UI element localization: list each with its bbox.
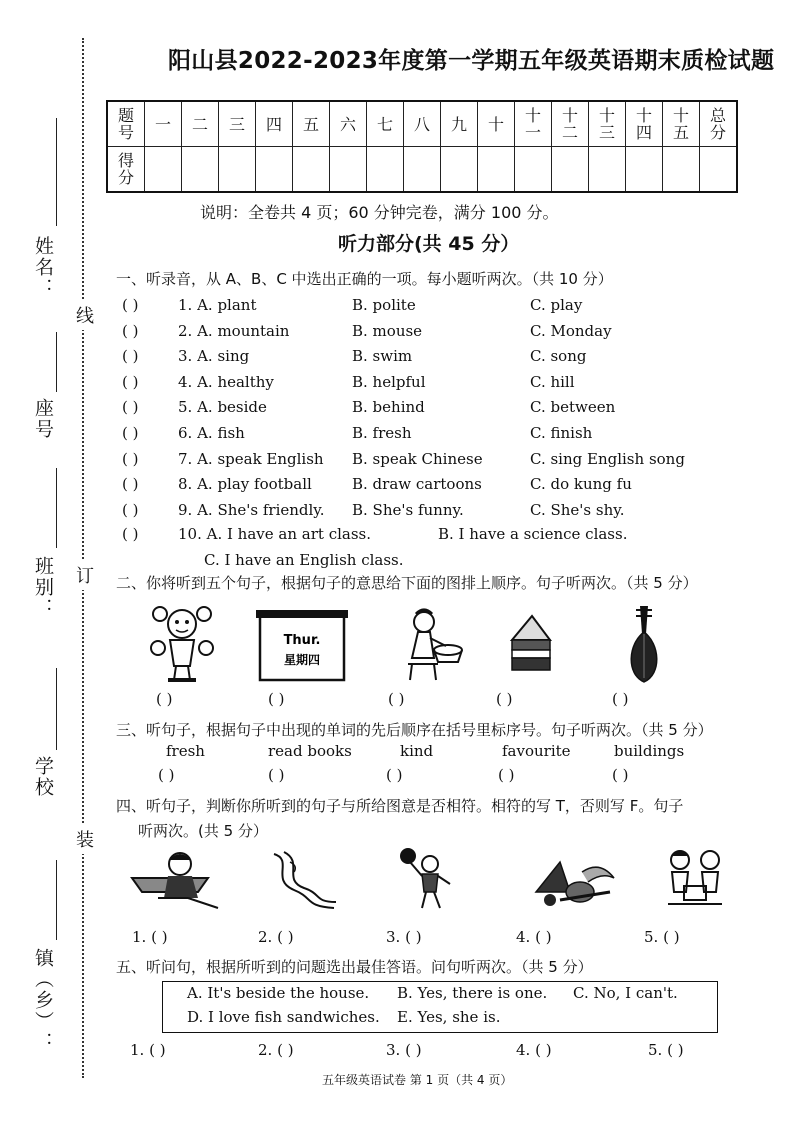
part5-blank-2[interactable]: 2. ( ) [258,1041,294,1059]
answer-options-box [162,981,718,1033]
score-cell[interactable] [256,147,293,193]
option-a: 2. A. mountain [178,321,290,340]
option-a: 4. A. healthy [178,372,274,391]
option-b: B. behind [352,398,425,417]
boy-drawing-picture [128,848,220,910]
clown-puppet-picture [150,604,214,684]
part3-blank-1[interactable]: ( ) [158,766,175,784]
option-c: C. Monday [530,321,612,340]
option-b: B. fresh [352,424,412,442]
item10-option-b: B. I have a science class. [438,525,628,543]
exam-note: 说明：全卷共 4 页；60 分钟完卷，满分 100 分。 [200,203,559,222]
option-a: 1. A. plant [178,296,257,314]
listening-section-title: 听力部分(共 45 分） [338,233,520,255]
score-cell[interactable] [182,147,219,193]
score-cell[interactable] [552,147,589,193]
score-cell[interactable] [367,147,404,193]
answer-option-b: B. Yes, there is one. [397,984,548,1002]
class-line [56,468,57,548]
part5-blank-1[interactable]: 1. ( ) [130,1041,166,1059]
score-header-cell: 总 分 [700,101,738,147]
option-b: B. speak Chinese [352,449,483,468]
option-c: C. sing English song [530,449,685,468]
part2-blank-4[interactable]: ( ) [496,690,513,708]
score-header-cell: 十 [478,101,515,147]
score-table-row1-label [107,101,145,147]
option-c: C. She's shy. [530,500,625,519]
score-cell[interactable] [404,147,441,193]
score-cell[interactable] [441,147,478,193]
option-a: 7. A. speak English [178,449,324,468]
score-cell[interactable] [663,147,700,193]
score-table [106,100,738,193]
part5-blank-3[interactable]: 3. ( ) [386,1041,422,1059]
part4-blank-4[interactable]: 4. ( ) [516,928,552,946]
answer-option-c: C. No, I can't. [573,984,678,1002]
part3-blank-2[interactable]: ( ) [268,766,285,784]
score-cell[interactable] [626,147,663,193]
option-c: C. song [530,347,587,366]
answer-blank[interactable]: ( ) [122,372,139,391]
part5-instruction: 五、听问句，根据所听到的问题选出最佳答语。问句听两次。（共 5 分） [116,958,593,976]
binding-char-xian: 线 [76,300,94,330]
part4-instruction-line1: 四、听句子，判断你所听到的句子与所给图意是否相符。相符的写 T，否则写 F。句子 [116,797,684,815]
pipa-instrument-picture [622,604,666,686]
option-c: C. hill [530,372,575,391]
option-b: B. helpful [352,372,426,391]
girl-washing-clothes-picture [398,606,464,682]
answer-blank[interactable]: ( ) [122,296,139,314]
part2-blank-5[interactable]: ( ) [612,690,629,708]
part2-blank-3[interactable]: ( ) [388,690,405,708]
sandwich-picture [508,612,554,674]
score-header-cell: 十 四 [626,101,663,147]
part3-instruction: 三、听句子，根据句子中出现的单词的先后顺序在括号里标序号。句子听两次。（共 5 分） [116,721,713,739]
part3-word: fresh [166,742,205,760]
score-cell[interactable] [219,147,256,193]
calendar-card-picture [256,610,348,684]
calendar-chinese-text: 星期四 [283,653,321,667]
answer-option-a: A. It's beside the house. [187,984,370,1002]
answer-blank[interactable]: ( ) [122,449,139,468]
part3-word: read books [268,742,352,760]
score-cell[interactable] [330,147,367,193]
score-table-header-row [107,101,737,147]
binding-char-ding: 订 [76,560,94,590]
score-table-score-row [107,147,737,193]
option-a: 3. A. sing [178,347,250,366]
score-header-cell: 八 [404,101,441,147]
part2-blank-1[interactable]: ( ) [156,690,173,708]
river-road-picture [264,850,336,910]
score-header-cell: 九 [441,101,478,147]
score-header-cell: 三 [219,101,256,147]
score-header-cell: 十 一 [515,101,552,147]
score-header-cell: 六 [330,101,367,147]
part4-instruction-line2: 听两次。(共 5 分） [138,822,268,840]
part2-instruction: 二、你将听到五个句子，根据句子的意思给下面的图排上顺序。句子听两次。（共 5 分） [116,574,698,592]
score-cell[interactable] [478,147,515,193]
option-c: C. do kung fu [530,475,632,494]
answer-blank[interactable]: ( ) [122,424,139,442]
option-b: B. She's funny. [352,500,464,519]
score-header-cell: 五 [293,101,330,147]
score-header-cell: 四 [256,101,293,147]
part4-blank-1[interactable]: 1. ( ) [132,928,168,946]
town-line [56,860,57,940]
score-cell[interactable] [700,147,738,193]
answer-blank[interactable]: ( ) [122,525,139,543]
option-b: B. draw cartoons [352,475,482,494]
score-cell[interactable] [293,147,330,193]
option-a: 9. A. She's friendly. [178,500,325,519]
binding-char-zhuang: 装 [76,824,94,854]
option-a: 5. A. beside [178,398,267,417]
score-header-cell: 七 [367,101,404,147]
score-header-cell: 十 五 [663,101,700,147]
option-b: B. mouse [352,321,423,340]
option-b: B. swim [352,347,413,366]
score-cell[interactable] [145,147,182,193]
name-line [56,118,57,226]
answer-blank[interactable]: ( ) [122,347,139,366]
answer-option-e: E. Yes, she is. [397,1008,501,1026]
option-b: B. polite [352,296,416,314]
item10-option-a: 10. A. I have an art class. [178,525,371,543]
score-header-cell: 二 [182,101,219,147]
town-label: 镇（乡）： [32,948,54,1053]
item10-option-c: C. I have an English class. [204,551,404,569]
option-a: 6. A. fish [178,424,245,442]
score-header-cell: 一 [145,101,182,147]
part3-word: kind [400,742,434,760]
option-c: C. between [530,398,616,417]
answer-blank[interactable]: ( ) [122,321,139,340]
answer-blank[interactable]: ( ) [122,398,139,417]
score-table-row2-label [107,147,145,193]
row1-label-text: 题 号 [117,106,134,142]
score-header-cell: 十 三 [589,101,626,147]
two-kids-cooking-picture [664,846,726,908]
part5-blank-4[interactable]: 4. ( ) [516,1041,552,1059]
option-a: 8. A. play football [178,475,312,494]
part3-blank-3[interactable]: ( ) [386,766,403,784]
part5-blank-5[interactable]: 5. ( ) [648,1041,684,1059]
answer-blank[interactable]: ( ) [122,500,139,519]
page-footer: 五年级英语试卷 第 1 页（共 4 页） [322,1073,513,1087]
part4-blank-5[interactable]: 5. ( ) [644,928,680,946]
option-c: C. play [530,296,583,314]
option-c: C. finish [530,424,593,442]
score-header-cell: 十 二 [552,101,589,147]
class-label: 班别： [32,556,54,619]
seat-line [56,332,57,392]
part4-blank-2[interactable]: 2. ( ) [258,928,294,946]
part3-word: favourite [502,742,571,760]
vegetables-picture [530,852,616,910]
part3-blank-4[interactable]: ( ) [498,766,515,784]
exam-title: 阳山县2022-2023年度第一学期五年级英语期末质检试题 [168,48,775,74]
part4-blank-3[interactable]: 3. ( ) [386,928,422,946]
part3-blank-5[interactable]: ( ) [612,766,629,784]
boy-ball-picture [398,846,460,912]
part3-word: buildings [614,742,685,760]
name-label: 姓名： [32,236,54,299]
school-line [56,668,57,750]
row2-label-text: 得 分 [117,151,134,187]
score-cell[interactable] [589,147,626,193]
answer-blank[interactable]: ( ) [122,475,139,494]
answer-option-d: D. I love fish sandwiches. [187,1008,380,1026]
binding-dotted-line [82,38,84,1078]
score-cell[interactable] [515,147,552,193]
school-label: 学校 [32,756,54,798]
calendar-day-text: Thur. [283,633,321,648]
part1-instruction: 一、听录音，从 A、B、C 中选出正确的一项。每小题听两次。（共 10 分） [116,270,613,288]
seat-label: 座号 [32,398,54,440]
part2-blank-2[interactable]: ( ) [268,690,285,708]
